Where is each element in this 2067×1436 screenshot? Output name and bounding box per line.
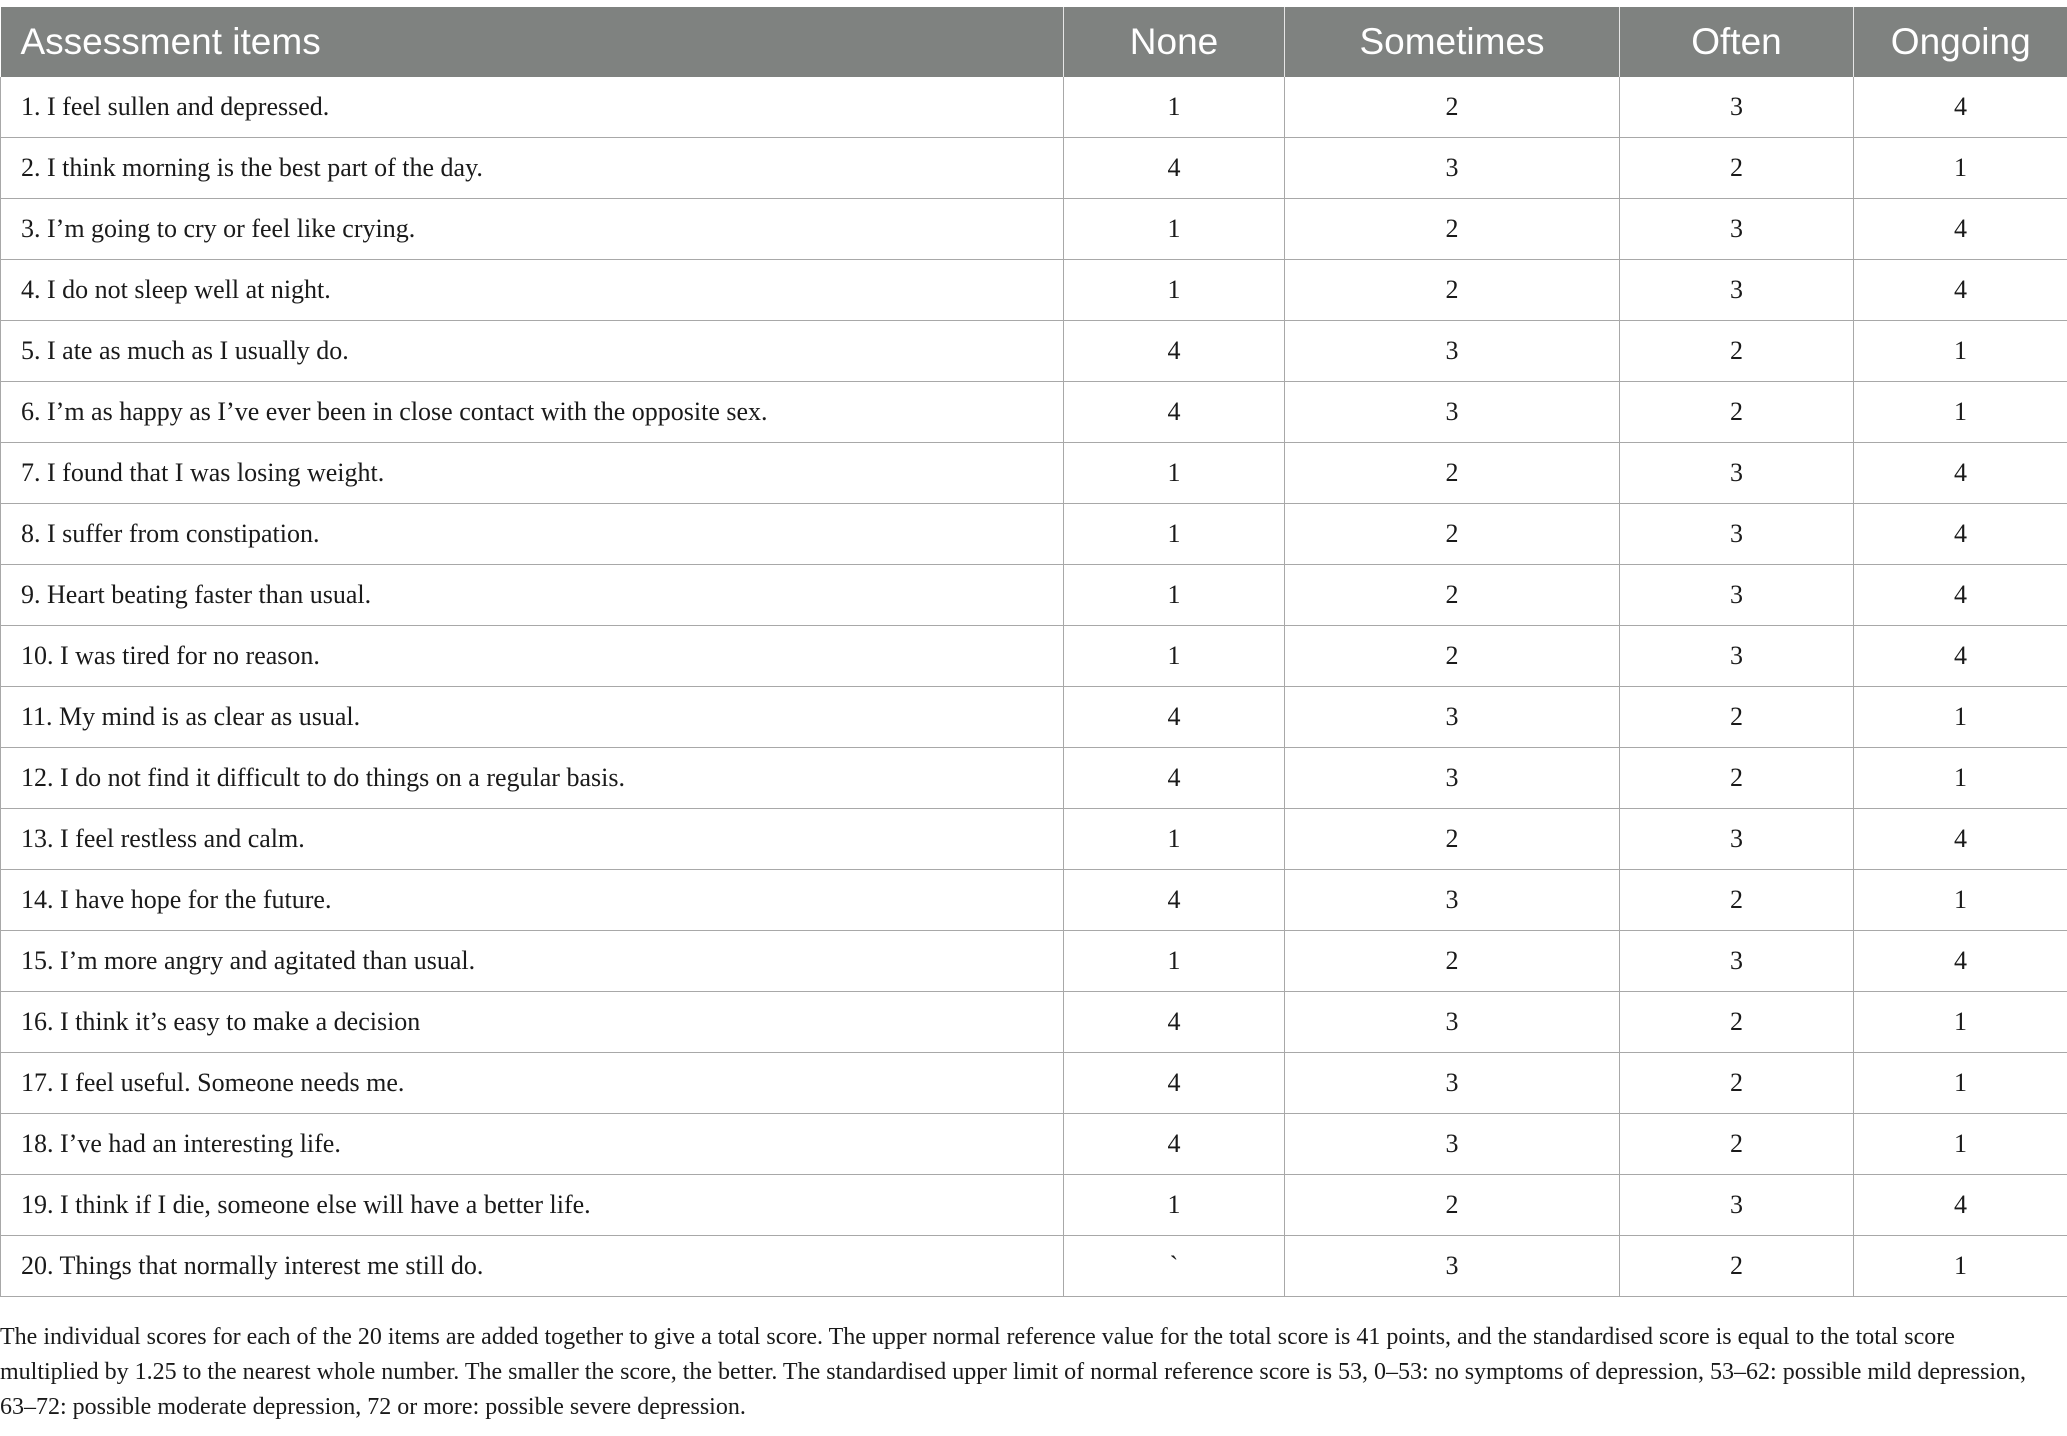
cell-often-score: 3 — [1620, 260, 1854, 321]
cell-none-score: 1 — [1064, 504, 1285, 565]
table-row — [1, 443, 2067, 504]
table-row — [1, 748, 2067, 809]
cell-none-score: 4 — [1064, 382, 1285, 443]
cell-often-score: 2 — [1620, 687, 1854, 748]
cell-sometimes-score: 2 — [1285, 260, 1620, 321]
table-row — [1, 931, 2067, 992]
cell-ongoing-score: 1 — [1854, 748, 2067, 809]
cell-none-score: 1 — [1064, 77, 1285, 138]
cell-assessment-item: 17. I feel useful. Someone needs me. — [1, 1053, 1064, 1114]
cell-sometimes-score: 2 — [1285, 77, 1620, 138]
table-row — [1, 199, 2067, 260]
table-row — [1, 1053, 2067, 1114]
cell-sometimes-score: 3 — [1285, 138, 1620, 199]
cell-ongoing-score: 1 — [1854, 321, 2067, 382]
cell-none-score: 4 — [1064, 687, 1285, 748]
cell-none-score: 1 — [1064, 565, 1285, 626]
cell-ongoing-score: 4 — [1854, 931, 2067, 992]
table-row — [1, 1114, 2067, 1175]
cell-none-score: 4 — [1064, 748, 1285, 809]
cell-assessment-item: 2. I think morning is the best part of the day. — [1, 138, 1064, 199]
cell-ongoing-score: 1 — [1854, 870, 2067, 931]
assessment-table — [0, 7, 2067, 1297]
table-header-row — [1, 7, 2067, 77]
cell-sometimes-score: 3 — [1285, 870, 1620, 931]
cell-none-score: 4 — [1064, 138, 1285, 199]
cell-assessment-item: 16. I think it’s easy to make a decision — [1, 992, 1064, 1053]
cell-sometimes-score: 3 — [1285, 1053, 1620, 1114]
cell-assessment-item: 9. Heart beating faster than usual. — [1, 565, 1064, 626]
cell-assessment-item: 5. I ate as much as I usually do. — [1, 321, 1064, 382]
table-body — [1, 77, 2067, 1297]
cell-ongoing-score: 1 — [1854, 138, 2067, 199]
cell-sometimes-score: 2 — [1285, 443, 1620, 504]
cell-ongoing-score: 4 — [1854, 626, 2067, 687]
table-row — [1, 138, 2067, 199]
cell-assessment-item: 4. I do not sleep well at night. — [1, 260, 1064, 321]
cell-often-score: 3 — [1620, 199, 1854, 260]
cell-often-score: 2 — [1620, 138, 1854, 199]
cell-often-score: 2 — [1620, 321, 1854, 382]
table-row — [1, 992, 2067, 1053]
cell-sometimes-score: 3 — [1285, 748, 1620, 809]
cell-assessment-item: 15. I’m more angry and agitated than usual. — [1, 931, 1064, 992]
cell-often-score: 3 — [1620, 626, 1854, 687]
cell-assessment-item: 19. I think if I die, someone else will have a better life. — [1, 1175, 1064, 1236]
cell-sometimes-score: 2 — [1285, 626, 1620, 687]
cell-none-score: 4 — [1064, 992, 1285, 1053]
cell-assessment-item: 1. I feel sullen and depressed. — [1, 77, 1064, 138]
table-row — [1, 687, 2067, 748]
cell-assessment-item: 13. I feel restless and calm. — [1, 809, 1064, 870]
cell-assessment-item: 11. My mind is as clear as usual. — [1, 687, 1064, 748]
cell-often-score: 3 — [1620, 931, 1854, 992]
cell-sometimes-score: 2 — [1285, 199, 1620, 260]
cell-none-score: 1 — [1064, 199, 1285, 260]
cell-often-score: 2 — [1620, 870, 1854, 931]
table-footnote: The individual scores for each of the 20 items are added together to give a total score. The upper normal reference value for the total score is 41 points, and the standardised score is equal to the total score multiplied by 1.25 to the nearest whole number. The smaller the score, the better. The standardised upper limit of normal reference score is 53, 0–53: no symptoms of depression, 53–62: possible mild depression, 63–72: possible moderate depression, 72 or more: possible severe depression. — [0, 1324, 2027, 1420]
cell-often-score: 3 — [1620, 504, 1854, 565]
cell-sometimes-score: 3 — [1285, 1114, 1620, 1175]
cell-ongoing-score: 4 — [1854, 565, 2067, 626]
table-row — [1, 77, 2067, 138]
cell-ongoing-score: 1 — [1854, 382, 2067, 443]
cell-none-score: 4 — [1064, 321, 1285, 382]
cell-assessment-item: 10. I was tired for no reason. — [1, 626, 1064, 687]
cell-assessment-item: 7. I found that I was losing weight. — [1, 443, 1064, 504]
cell-sometimes-score: 3 — [1285, 321, 1620, 382]
table-row — [1, 1175, 2067, 1236]
cell-sometimes-score: 3 — [1285, 687, 1620, 748]
header-ongoing: Ongoing — [1854, 7, 2067, 77]
cell-sometimes-score: 3 — [1285, 382, 1620, 443]
cell-assessment-item: 3. I’m going to cry or feel like crying. — [1, 199, 1064, 260]
table-row — [1, 626, 2067, 687]
header-assessment-items: Assessment items — [1, 7, 1064, 77]
cell-none-score: 1 — [1064, 931, 1285, 992]
cell-often-score: 3 — [1620, 565, 1854, 626]
cell-sometimes-score: 3 — [1285, 992, 1620, 1053]
table-row — [1, 870, 2067, 931]
cell-sometimes-score: 2 — [1285, 809, 1620, 870]
cell-ongoing-score: 4 — [1854, 1175, 2067, 1236]
cell-assessment-item: 8. I suffer from constipation. — [1, 504, 1064, 565]
cell-often-score: 2 — [1620, 748, 1854, 809]
cell-sometimes-score: 2 — [1285, 565, 1620, 626]
cell-ongoing-score: 4 — [1854, 260, 2067, 321]
cell-none-score: 1 — [1064, 260, 1285, 321]
cell-ongoing-score: 1 — [1854, 992, 2067, 1053]
table-row — [1, 1236, 2067, 1297]
cell-often-score: 3 — [1620, 1175, 1854, 1236]
cell-none-score: 4 — [1064, 1053, 1285, 1114]
cell-none-score: 1 — [1064, 1175, 1285, 1236]
cell-ongoing-score: 4 — [1854, 199, 2067, 260]
cell-ongoing-score: 4 — [1854, 809, 2067, 870]
cell-assessment-item: 20. Things that normally interest me still do. — [1, 1236, 1064, 1297]
cell-assessment-item: 14. I have hope for the future. — [1, 870, 1064, 931]
cell-none-score: ` — [1064, 1236, 1285, 1297]
cell-often-score: 2 — [1620, 382, 1854, 443]
cell-sometimes-score: 3 — [1285, 1236, 1620, 1297]
table-row — [1, 260, 2067, 321]
cell-ongoing-score: 4 — [1854, 77, 2067, 138]
assessment-table-container — [0, 7, 2067, 1297]
cell-sometimes-score: 2 — [1285, 931, 1620, 992]
table-row — [1, 504, 2067, 565]
cell-none-score: 1 — [1064, 626, 1285, 687]
cell-none-score: 4 — [1064, 1114, 1285, 1175]
cell-often-score: 2 — [1620, 1236, 1854, 1297]
cell-none-score: 1 — [1064, 443, 1285, 504]
cell-ongoing-score: 4 — [1854, 443, 2067, 504]
cell-often-score: 3 — [1620, 809, 1854, 870]
cell-sometimes-score: 2 — [1285, 504, 1620, 565]
header-often: Often — [1620, 7, 1854, 77]
cell-often-score: 2 — [1620, 1053, 1854, 1114]
cell-often-score: 3 — [1620, 77, 1854, 138]
cell-ongoing-score: 1 — [1854, 1236, 2067, 1297]
cell-none-score: 1 — [1064, 809, 1285, 870]
cell-ongoing-score: 1 — [1854, 687, 2067, 748]
table-row — [1, 565, 2067, 626]
header-none: None — [1064, 7, 1285, 77]
cell-ongoing-score: 4 — [1854, 504, 2067, 565]
cell-ongoing-score: 1 — [1854, 1114, 2067, 1175]
cell-assessment-item: 12. I do not find it difficult to do things on a regular basis. — [1, 748, 1064, 809]
cell-none-score: 4 — [1064, 870, 1285, 931]
table-row — [1, 321, 2067, 382]
cell-often-score: 2 — [1620, 992, 1854, 1053]
table-row — [1, 382, 2067, 443]
table-row — [1, 809, 2067, 870]
cell-assessment-item: 18. I’ve had an interesting life. — [1, 1114, 1064, 1175]
cell-ongoing-score: 1 — [1854, 1053, 2067, 1114]
cell-sometimes-score: 2 — [1285, 1175, 1620, 1236]
cell-often-score: 2 — [1620, 1114, 1854, 1175]
cell-often-score: 3 — [1620, 443, 1854, 504]
cell-assessment-item: 6. I’m as happy as I’ve ever been in close contact with the opposite sex. — [1, 382, 1064, 443]
header-sometimes: Sometimes — [1285, 7, 1620, 77]
